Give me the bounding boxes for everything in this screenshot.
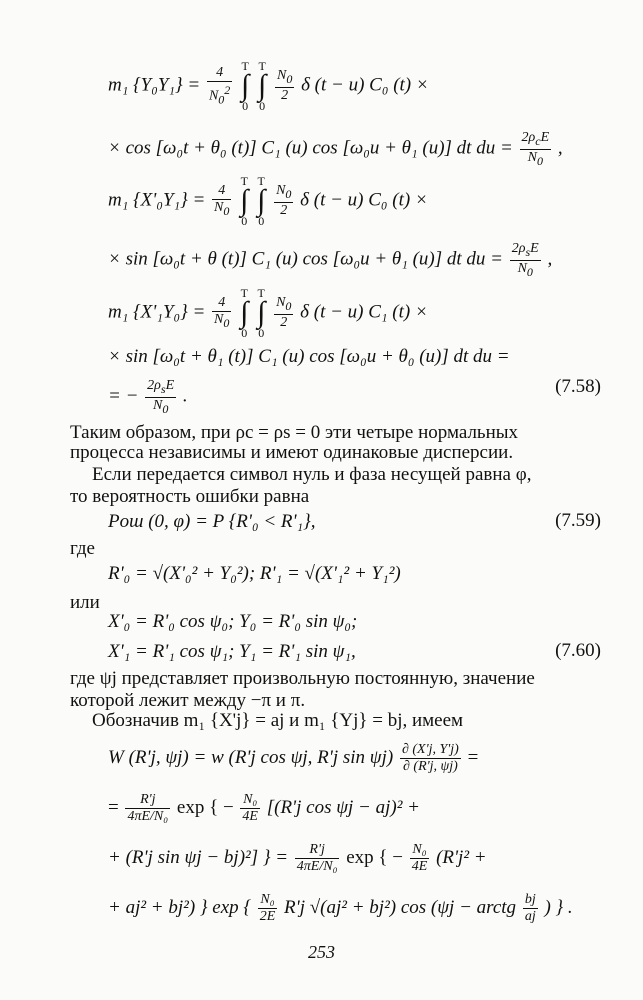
eq-text: = −: [108, 385, 144, 407]
formula-7-59: Pош (0, φ) = P {R'₀ < R'₁},: [108, 511, 316, 532]
formula-part: exp { −: [346, 846, 408, 868]
paragraph-line: Если передается символ нуль и фаза несущей равна φ,: [92, 464, 532, 485]
integral-sign: T ∫ 0: [258, 59, 267, 113]
eq-tail: ,: [557, 137, 563, 159]
equation-line-1: [108, 60, 429, 112]
paragraph-line: Обозначив m₁ {X'j} = aj и m₁ {Yj} = bj, имеем: [92, 710, 464, 731]
word-gde: где: [70, 538, 95, 559]
fraction: $\frac{\partial (X'j, Y'j)}{\partial (R'j, \psi j)}$: [401, 742, 459, 774]
equation-number: (7.59): [555, 510, 601, 531]
paragraph-line: Таким образом, при ρc = ρs = 0 эти четыре нормальных: [70, 422, 519, 443]
fraction: $\frac{2\rho_cE}{N_0}$: [521, 130, 550, 168]
eq-text: × cos [ω₀t + θ₀ (t)] C₁ (u) cos [ω₀u + θ₁ (u)] dt du =: [108, 137, 518, 159]
fraction: $\frac{2\rho_sE}{N_0}$: [147, 378, 175, 416]
fraction: $\frac{N_0}{2}$: [276, 183, 292, 218]
formula-W-line-3: [108, 842, 487, 875]
eq-rhs: δ (t − u) C₀ (t) ×: [301, 74, 429, 96]
fraction: $\frac{2\rho_sE}{N_0}$: [511, 241, 539, 279]
word-ili: или: [70, 592, 100, 613]
formula-part: exp { −: [176, 796, 239, 818]
eq-lhs: m₁ {Y₀Y₁} =: [108, 74, 205, 96]
fraction: $\frac{4}{N_0^2}$: [208, 64, 231, 107]
equation-line-4: [108, 241, 552, 280]
equation-line-2: [108, 130, 563, 169]
equation-line-7: [108, 378, 188, 417]
eq-tail: ,: [547, 248, 553, 270]
eq-lhs: m₁ {X'₁Y₀} =: [108, 301, 211, 323]
integral-sign: T ∫ 0: [257, 286, 266, 340]
formula-part: R'j √(aj² + bj²) cos (ψj − arctg: [284, 896, 521, 918]
equation-line-6: [108, 345, 510, 369]
formula-W-line-2: = $\frac{R'j}{\text{4πE/N₀}}$ exp { − $\frac{\text{N₀}}{4E}$ [(R'j cos ψj − aj)² +: [108, 792, 421, 824]
eq-lhs: m₁ {X'₀Y₁} =: [108, 189, 211, 211]
formula-W-line-4: [108, 892, 573, 925]
formula-X0: X'₀ = R'₀ cos ψ₀; Y₀ = R'₀ sin ψ₀;: [108, 611, 358, 632]
equation-line-5: [108, 287, 428, 339]
formula-X1: X'₁ = R'₁ cos ψ₁; Y₁ = R'₁ sin ψ₁,: [108, 641, 356, 662]
fraction: $\frac{\text{N₀}}{4E}$: [242, 792, 258, 824]
fraction: $\frac{N_0}{2}$: [276, 295, 292, 330]
fraction: $\frac{R'j}{\text{4πE/N₀}}$: [127, 792, 169, 824]
fraction: $\frac{\text{N₀}}{2E}$: [259, 892, 276, 924]
eq-rhs: δ (t − u) C₀ (t) ×: [300, 189, 428, 211]
eq-text: × sin [ω₀t + θ₁ (t)] C₁ (u) cos [ω₀u + θ₀ (u)] dt du =: [108, 346, 510, 367]
equation-number: (7.58): [555, 376, 601, 397]
integral-sign: T ∫ 0: [240, 174, 249, 228]
formula-part: [(R'j cos ψj − aj)² +: [266, 796, 421, 818]
formula-R: R'₀ = √(X'₀² + Y₀²); R'₁ = √(X'₁² + Y₁²): [108, 563, 401, 584]
eq-tail: .: [182, 385, 188, 407]
paragraph-line: то вероятность ошибки равна: [70, 486, 310, 507]
integral-sign: T ∫ 0: [240, 286, 249, 340]
integral-sign: T ∫ 0: [257, 174, 266, 228]
page-number: 253: [308, 942, 335, 962]
equation-line-3: [108, 175, 428, 227]
eq-rhs: δ (t − u) C₁ (t) ×: [300, 301, 428, 323]
formula-part: ) } .: [544, 896, 573, 918]
fraction: $\frac{N_0}{2}$: [276, 68, 293, 103]
fraction: $\frac{bj}{aj}$: [524, 892, 536, 924]
fraction: $\frac{4}{N_0}$: [214, 295, 230, 330]
paragraph-line: которой лежит между −π и π.: [70, 690, 306, 711]
equation-number: (7.60): [555, 640, 601, 661]
fraction: $\frac{R'j}{\text{4πE/N₀}}$: [296, 842, 338, 874]
formula-W-line-1: W (R'j, ψj) = w (R'j cos ψj, R'j sin ψj) $\frac{\partial (X'j, Y'j)}{\partial (R'j, \psi j)}$ =: [108, 742, 479, 774]
formula-part: (R'j² +: [436, 846, 487, 868]
paragraph-line: процесса независимы и имеют одинаковые дисперсии.: [70, 442, 514, 463]
formula-part: + aj² + bj²) } exp {: [108, 896, 256, 918]
formula-part: + (R'j sin ψj − bj)²] } =: [108, 846, 293, 868]
paragraph-line: где ψj представляет произвольную постоянную, значение: [70, 668, 535, 689]
integral-sign: T ∫ 0: [241, 59, 250, 113]
eq-text: × sin [ω₀t + θ (t)] C₁ (u) cos [ω₀u + θ₁ (u)] dt du =: [108, 248, 508, 270]
fraction: $\frac{\text{N₀}}{4E}$: [411, 842, 428, 874]
formula-part: W (R'j, ψj) = w (R'j cos ψj, R'j sin ψj): [108, 746, 394, 768]
fraction: $\frac{4}{N_0}$: [214, 183, 230, 218]
